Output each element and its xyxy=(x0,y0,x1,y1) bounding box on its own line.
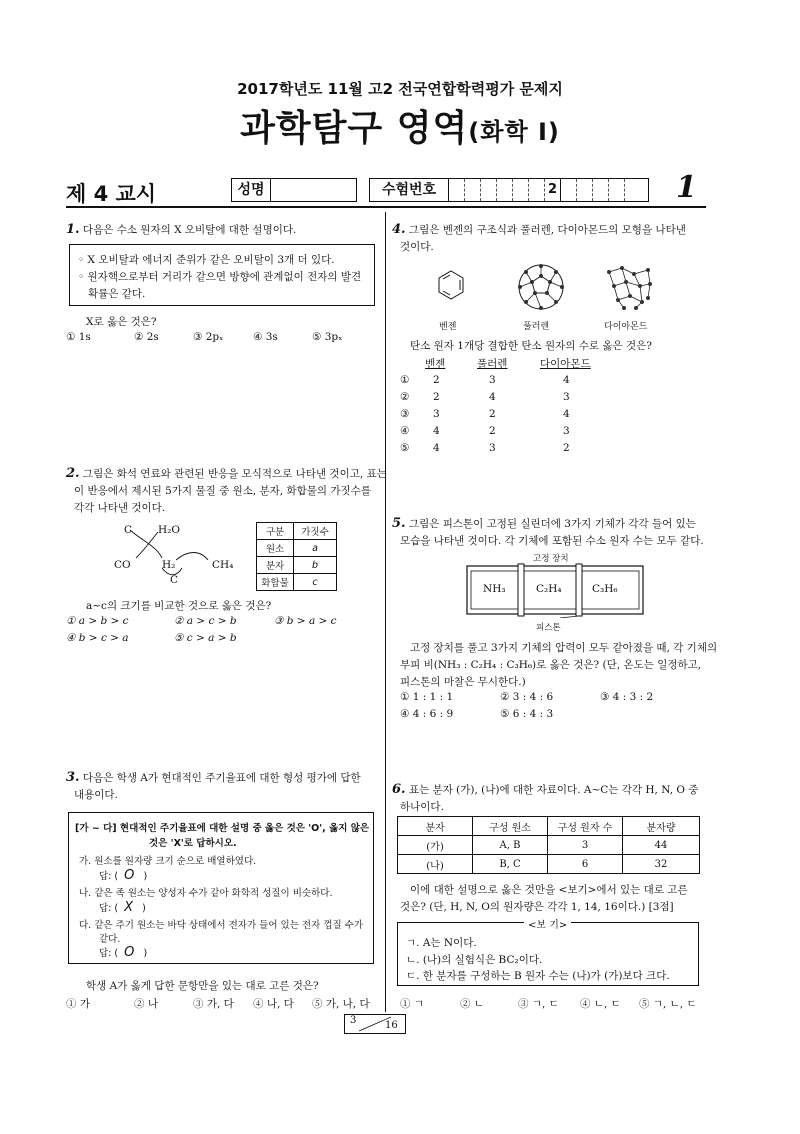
table-cell: (가) xyxy=(398,836,473,855)
piston-label: 피스톤 xyxy=(536,623,561,633)
q4-cell: 3 xyxy=(489,374,496,386)
answer-close: ) xyxy=(143,871,148,882)
table-cell: A, B xyxy=(473,836,548,855)
gas-c3h6: C₃H₆ xyxy=(592,583,618,595)
q6-choice[interactable]: ⑤ ㄱ, ㄴ, ㄷ xyxy=(639,998,697,1010)
q4-cell: 2 xyxy=(433,374,440,386)
q4-choice-num[interactable]: ③ xyxy=(400,408,410,420)
q3-question: 학생 A가 옳게 답한 문항만을 있는 대로 고른 것은? xyxy=(86,980,319,992)
exam-digit-cell xyxy=(513,179,529,201)
column-separator xyxy=(385,212,386,1012)
table-header-cell: 구성 원소 xyxy=(473,817,548,836)
table-header-cell: 구성 원자 수 xyxy=(548,817,623,836)
table-cell: c xyxy=(294,574,337,591)
table-cell: 분자 xyxy=(257,557,294,574)
table-cell: 44 xyxy=(623,836,700,855)
q6-molecule-table xyxy=(397,816,700,874)
diamond-label: 다이아몬드 xyxy=(604,322,648,332)
table-cell: 원소 xyxy=(257,540,294,557)
q3-choice[interactable]: ③ 가, 다 xyxy=(193,998,234,1010)
exam-digit-cell xyxy=(529,179,545,201)
q3-instruction: [가 ~ 다] 현대적인 주기율표에 대한 설명 중 옳은 것은 'O', 옳지 않은 xyxy=(75,823,370,834)
q5-stem-line xyxy=(392,516,696,531)
q3-instruction: 것은 'X'로 답하시오. xyxy=(149,838,237,849)
exam-digit-cell xyxy=(593,179,609,201)
q4-stem-line xyxy=(392,222,686,237)
handwritten-answer: O xyxy=(124,945,135,960)
q5-stem: 모습을 나타낸 것이다. 각 기체에 포함된 수소 원자 수는 모두 같다. xyxy=(400,535,704,547)
q6-number: 6. xyxy=(392,782,406,797)
diagram-c-top: C xyxy=(124,524,133,536)
q2-choice[interactable]: ⑤ c > a > b xyxy=(174,632,237,644)
q4-cell: 2 xyxy=(489,408,496,420)
table-cell: 6 xyxy=(548,855,623,874)
q3-stem: 다음은 학생 A가 현대적인 주기율표에 대한 형성 평가에 답한 xyxy=(82,772,361,784)
q2-choice[interactable]: ② a > c > b xyxy=(174,615,237,627)
table-header-cell: 분자량 xyxy=(623,817,700,836)
table-header-cell: 구분 xyxy=(257,523,294,540)
q3-choice[interactable]: ① 가 xyxy=(66,998,90,1010)
subject-title xyxy=(0,100,800,151)
q5-body: 피스톤의 마찰은 무시한다.) xyxy=(400,676,526,688)
gas-nh3: NH₃ xyxy=(483,583,506,595)
q4-col-header: 풀러렌 xyxy=(477,358,508,370)
bogi-item: ㄴ. (나)의 실험식은 BC₂이다. xyxy=(406,954,543,966)
exam-digit-cell xyxy=(465,179,481,201)
q4-choice-num[interactable]: ⑤ xyxy=(400,442,410,454)
q5-choice[interactable]: ⑤ 6 : 4 : 3 xyxy=(500,708,554,720)
table-cell: (나) xyxy=(398,855,473,874)
exam-digit-fixed: 2 xyxy=(545,179,561,201)
q2-stem: 각각 나타낸 것이다. xyxy=(74,502,166,514)
current-page: 3 xyxy=(350,1015,357,1026)
q1-box-line: ◦ X 오비탈과 에너지 준위가 같은 오비탈이 3개 더 있다. xyxy=(78,254,335,266)
subject-title-main: 과학탐구 영역 xyxy=(240,108,469,149)
q1-number: 1. xyxy=(66,222,80,237)
q2-stem-line xyxy=(66,466,387,481)
q1-info-box xyxy=(69,244,375,306)
q4-cell: 4 xyxy=(433,425,440,437)
fullerene-model-icon xyxy=(516,262,566,312)
handwritten-answer: O xyxy=(124,868,135,883)
exam-number-label: 수험번호 xyxy=(370,179,449,201)
bogi-item: ㄷ. 한 분자를 구성하는 B 원자 수는 (나)가 (가)보다 크다. xyxy=(406,970,670,982)
q4-cell: 3 xyxy=(563,391,570,403)
exam-digit-cell xyxy=(577,179,593,201)
q2-stem: 이 반응에서 제시된 5가지 물질 중 원소, 분자, 화합물의 가짓수를 xyxy=(74,485,371,497)
q3-item-text: 같다. xyxy=(99,934,121,945)
exam-digit-cell xyxy=(449,179,465,201)
q3-choice[interactable]: ⑤ 가, 나, 다 xyxy=(312,998,370,1010)
q2-choice[interactable]: ④ b > c > a xyxy=(66,632,129,644)
bogi-title-text: 보 기 xyxy=(536,920,559,931)
q1-choice[interactable]: ① 1s xyxy=(66,331,91,343)
table-header-cell: 가짓수 xyxy=(294,523,337,540)
fixing-device-label: 고정 장치 xyxy=(533,554,569,564)
table-cell: 화합물 xyxy=(257,574,294,591)
q2-stem: 그림은 화석 연료와 관련된 반응을 모식적으로 나타낸 것이고, 표는 xyxy=(82,468,387,480)
diamond-model-icon xyxy=(604,262,654,312)
q4-choice-num[interactable]: ① xyxy=(400,374,410,386)
gas-c2h4: C₂H₄ xyxy=(536,583,562,595)
q6-body: 이에 대한 설명으로 옳은 것만을 <보기>에서 있는 대로 고른 xyxy=(410,884,688,896)
q3-item-text: 가. 원소를 원자량 크기 순으로 배열하였다. xyxy=(79,856,257,867)
answer-label: 답: ( xyxy=(99,903,119,914)
q1-stem-line xyxy=(66,222,296,237)
exam-number-box[interactable] xyxy=(369,178,649,202)
q4-cell: 3 xyxy=(563,425,570,437)
q3-item-answer xyxy=(99,900,146,915)
q4-number: 4. xyxy=(392,222,406,237)
q5-choice[interactable]: ② 3 : 4 : 6 xyxy=(500,691,554,703)
q3-answer-sheet xyxy=(68,812,374,964)
table-cell: a xyxy=(294,540,337,557)
fullerene-label: 풀러렌 xyxy=(523,322,550,332)
q3-item-answer xyxy=(99,945,147,960)
q2-choice[interactable]: ③ b > a > c xyxy=(274,615,337,627)
q3-choice[interactable]: ② 나 xyxy=(134,998,158,1010)
piston-right xyxy=(576,564,582,616)
q1-stem: 다음은 수소 원자의 X 오비탈에 대한 설명이다. xyxy=(82,224,297,236)
reaction-arrow xyxy=(136,532,158,558)
q4-cell: 2 xyxy=(433,391,440,403)
bogi-item: ㄱ. A는 N이다. xyxy=(406,937,477,949)
page-number: 1 xyxy=(676,170,697,205)
q6-stem: 하나이다. xyxy=(400,801,444,813)
q3-item-text: 다. 같은 주기 원소는 바닥 상태에서 전자가 들어 있는 전자 껍질 수가 xyxy=(79,920,364,931)
exam-digit-cell xyxy=(481,179,497,201)
diagram-ch4: CH₄ xyxy=(212,559,234,571)
diagram-co: CO xyxy=(114,559,131,571)
q4-stem: 것이다. xyxy=(400,241,434,253)
name-label: 성명 xyxy=(232,179,271,201)
piston-left xyxy=(518,564,524,616)
table-cell: 32 xyxy=(623,855,700,874)
q3-stem-line xyxy=(66,770,361,785)
q1-question: X로 옳은 것은? xyxy=(86,316,157,328)
q5-number: 5. xyxy=(392,516,406,531)
q2-choice[interactable]: ① a > b > c xyxy=(66,615,129,627)
exam-digit-cell xyxy=(609,179,625,201)
q6-stem: 표는 분자 (가), (나)에 대한 자료이다. A~C는 각각 H, N, O 중 xyxy=(408,784,699,796)
q5-body: 부피 비(NH₃ : C₂H₄ : C₃H₆)로 옳은 것은? (단, 온도는 일정하고, xyxy=(400,659,702,671)
q4-choice-num[interactable]: ④ xyxy=(400,425,410,437)
exam-header-line: 2017학년도 11월 고2 전국연합학력평가 문제지 xyxy=(237,80,563,98)
q2-count-table xyxy=(256,522,337,591)
table-header-cell: 분자 xyxy=(398,817,473,836)
q1-choice[interactable]: ④ 3s xyxy=(253,331,278,343)
reaction-arrow xyxy=(176,553,208,561)
subject-title-sub: (화학 Ⅰ) xyxy=(468,118,560,146)
header-rule xyxy=(66,206,706,208)
q2-question: a~c의 크기를 비교한 것으로 옳은 것은? xyxy=(86,600,272,612)
q1-choice[interactable]: ② 2s xyxy=(134,331,159,343)
benzene-label: 벤젠 xyxy=(439,322,457,332)
q1-choice[interactable]: ⑤ 3pₓ xyxy=(312,331,343,343)
q1-box-line: ◦ 원자핵으로부터 거리가 같으면 방향에 관계없이 전자의 발견 xyxy=(78,271,362,283)
q4-stem: 그림은 벤젠의 구조식과 풀러렌, 다이아몬드의 모형을 나타낸 xyxy=(408,224,686,236)
q3-item-answer xyxy=(99,868,147,883)
period-label: 제 4 교시 xyxy=(66,182,157,206)
q4-col-header: 다이아몬드 xyxy=(540,358,591,370)
page-counter xyxy=(344,1014,406,1034)
benzene-structure-icon xyxy=(436,268,466,302)
handwritten-answer: X xyxy=(124,900,134,915)
name-box[interactable] xyxy=(231,178,357,202)
q6-choice[interactable]: ④ ㄴ, ㄷ xyxy=(580,998,621,1010)
q4-cell: 4 xyxy=(433,442,440,454)
q5-choice[interactable]: ① 1 : 1 : 1 xyxy=(400,691,454,703)
q4-cell: 2 xyxy=(563,442,570,454)
diagram-h2: H₂ xyxy=(162,559,176,571)
q4-cell: 4 xyxy=(563,374,570,386)
q2-number: 2. xyxy=(66,466,80,481)
q4-cell: 4 xyxy=(563,408,570,420)
q6-choice[interactable]: ③ ㄱ, ㄷ xyxy=(518,998,559,1010)
q6-choice[interactable]: ① ㄱ xyxy=(400,998,424,1010)
table-cell: 3 xyxy=(548,836,623,855)
exam-digit-cell xyxy=(497,179,513,201)
q5-choice[interactable]: ③ 4 : 3 : 2 xyxy=(600,691,654,703)
q5-choice[interactable]: ④ 4 : 6 : 9 xyxy=(400,708,454,720)
q6-body: 것은? (단, H, N, O의 원자량은 각각 1, 14, 16이다.) [3점] xyxy=(400,901,674,913)
q1-choice[interactable]: ③ 2pₓ xyxy=(193,331,224,343)
q3-choice[interactable]: ④ 나, 다 xyxy=(253,998,294,1010)
q4-cell: 4 xyxy=(489,391,496,403)
table-cell: B, C xyxy=(473,855,548,874)
answer-label: 답: ( xyxy=(99,871,119,882)
q3-number: 3. xyxy=(66,770,80,785)
q6-stem-line xyxy=(392,782,699,797)
q4-choice-num[interactable]: ② xyxy=(400,391,410,403)
answer-close: ) xyxy=(142,903,146,914)
answer-label: 답: ( xyxy=(99,948,119,959)
q4-cell: 2 xyxy=(489,425,496,437)
table-cell: b xyxy=(294,557,337,574)
q6-bogi-box xyxy=(397,922,699,986)
diagram-h2o: H₂O xyxy=(158,524,180,536)
exam-digit-cell xyxy=(561,179,577,201)
q3-stem: 내용이다. xyxy=(74,789,118,801)
q4-cell: 3 xyxy=(433,408,440,420)
q3-item-text: 나. 같은 족 원소는 양성자 수가 같아 화학적 성질이 비슷하다. xyxy=(79,888,333,899)
q4-col-header: 벤젠 xyxy=(425,358,446,370)
bogi-title: <보 기> xyxy=(524,916,571,931)
q6-choice[interactable]: ② ㄴ xyxy=(460,998,484,1010)
q5-stem: 그림은 피스톤이 고정된 실린더에 3가지 기체가 각각 들어 있는 xyxy=(408,518,696,530)
q4-question: 탄소 원자 1개당 결합한 탄소 원자의 수로 옳은 것은? xyxy=(410,340,652,352)
q4-cell: 3 xyxy=(489,442,496,454)
total-pages: 16 xyxy=(385,1020,398,1031)
q1-box-line: 확률은 같다. xyxy=(88,288,146,300)
q5-body: 고정 장치를 풀고 3가지 기체의 압력이 모두 같아졌을 때, 각 기체의 xyxy=(410,642,718,654)
diagram-c-bottom: C xyxy=(170,574,179,586)
answer-close: ) xyxy=(143,948,148,959)
